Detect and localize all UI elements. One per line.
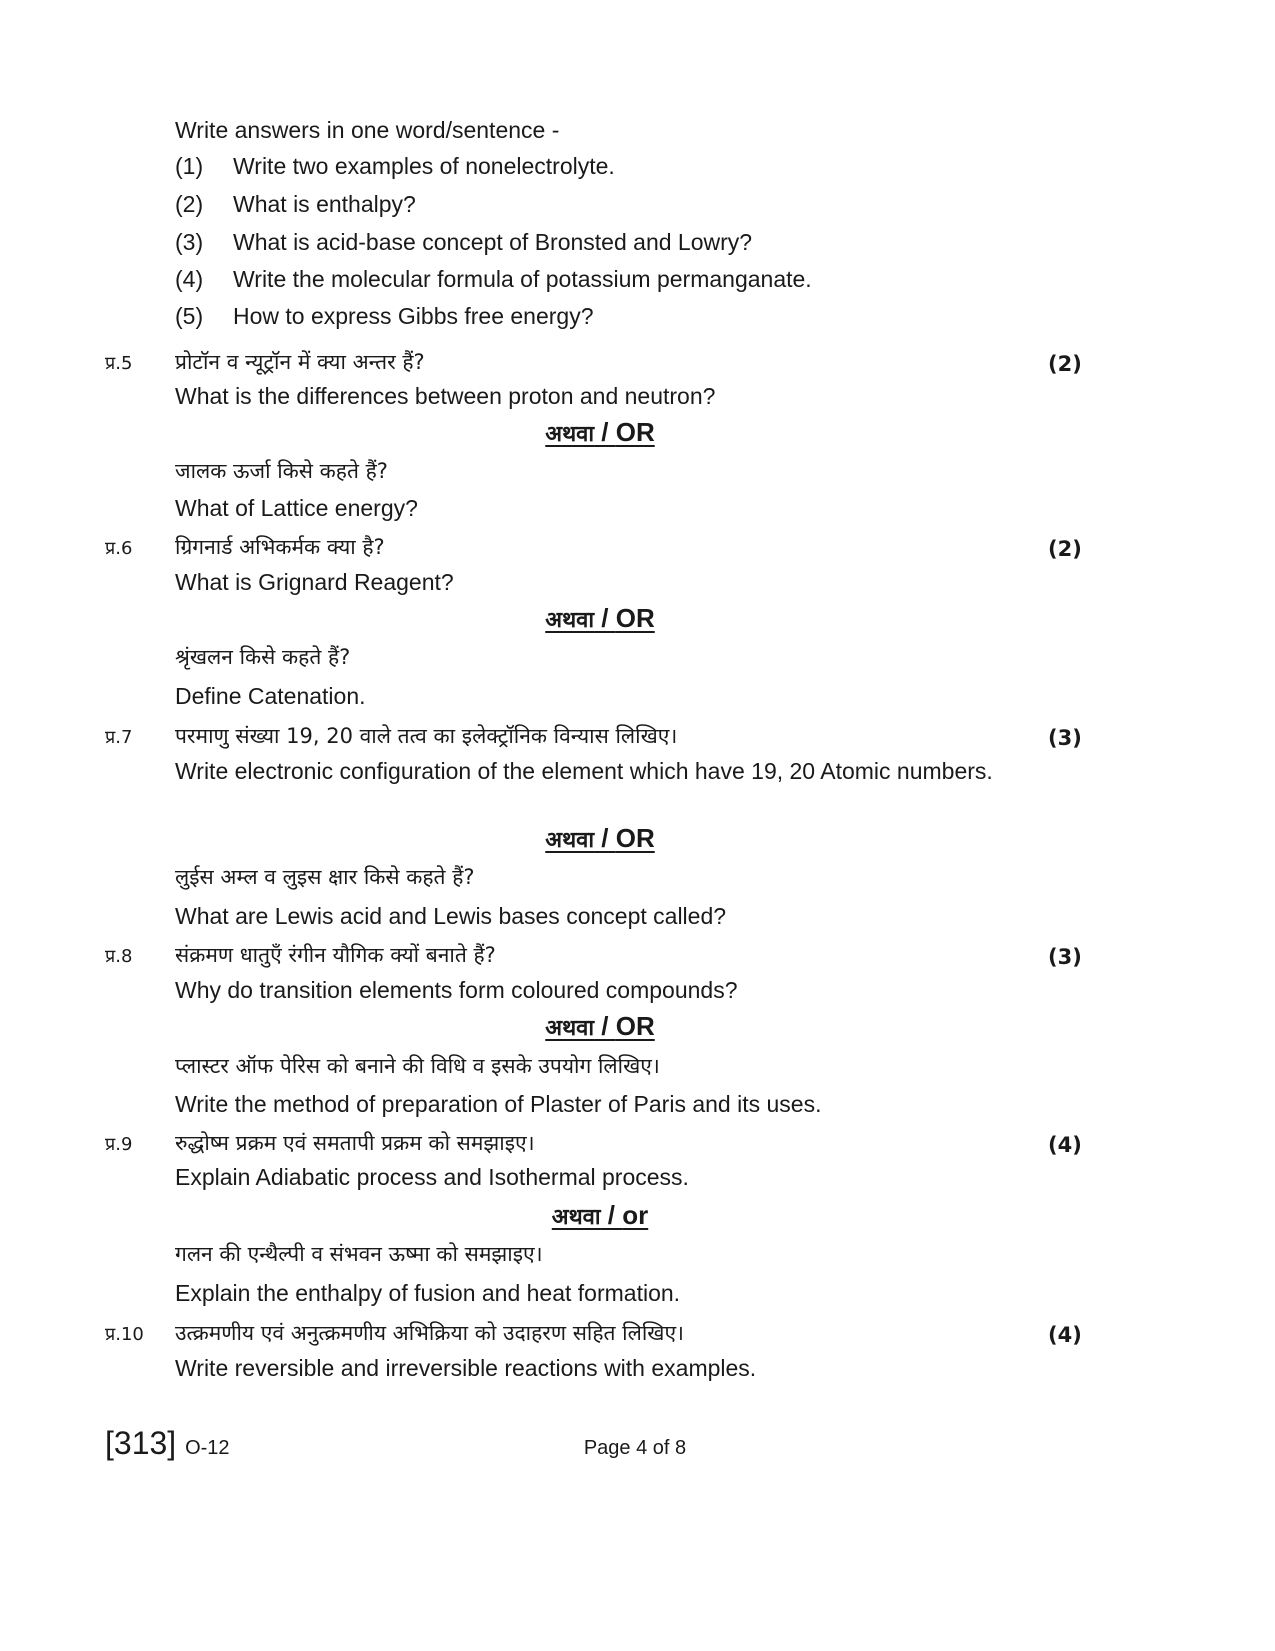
or-separator (0, 823, 1200, 856)
or-label: OR (615, 603, 655, 633)
paper-code-number: [313] (105, 1425, 177, 1461)
alternative-hindi: गलन की एन्थैल्पी व संभवन ऊष्मा को समझाइए। (175, 1242, 543, 1266)
or-hindi: अथवा (545, 1016, 595, 1041)
paper-set: O-12 (185, 1437, 230, 1459)
alternative-hindi: जालक ऊर्जा किसे कहते हैं? (175, 459, 388, 483)
question-number: प्र.7 (105, 727, 133, 748)
intro-item-text: How to express Gibbs free energy? (233, 303, 594, 329)
intro-item-text: What is enthalpy? (233, 191, 416, 217)
or-slash: / (594, 417, 616, 447)
question-marks: (4) (1048, 1323, 1082, 1347)
intro-item-number: (3) (175, 229, 204, 255)
alternative-hindi: श्रृंखलन किसे कहते हैं? (175, 645, 351, 669)
intro-item-number: (1) (175, 153, 204, 179)
intro-item-number: (4) (175, 266, 204, 292)
question-english: Write reversible and irreversible reactions with examples. (175, 1355, 757, 1381)
question-marks: (3) (1048, 726, 1082, 750)
question-hindi: प्रोटॉन व न्यूट्रॉन में क्या अन्तर हैं? (175, 350, 425, 374)
or-slash: / (594, 823, 616, 853)
alternative-english: What are Lewis acid and Lewis bases concept called? (175, 903, 727, 929)
question-english: Write electronic configuration of the element which have 19, 20 Atomic numbers. (175, 758, 993, 784)
question-hindi: परमाणु संख्या 19, 20 वाले तत्व का इलेक्ट्रॉनिक विन्यास लिखिए। (175, 724, 678, 748)
question-english: Why do transition elements form coloured compounds? (175, 977, 738, 1003)
alternative-english: Write the method of preparation of Plaster of Paris and its uses. (175, 1091, 822, 1117)
question-marks: (4) (1048, 1133, 1082, 1157)
alternative-english: What of Lattice energy? (175, 495, 418, 521)
question-number: प्र.5 (105, 353, 133, 374)
or-separator (0, 1011, 1200, 1044)
question-english: What is Grignard Reagent? (175, 569, 454, 595)
or-label: or (622, 1200, 649, 1230)
question-hindi: उत्क्रमणीय एवं अनुत्क्रमणीय अभिक्रिया को उदाहरण सहित लिखिए। (175, 1321, 685, 1345)
question-marks: (3) (1048, 945, 1082, 969)
question-number: प्र.8 (105, 946, 133, 967)
intro-item-text: Write two examples of nonelectrolyte. (233, 153, 615, 179)
intro-item-text: What is acid-base concept of Bronsted and Lowry? (233, 229, 753, 255)
question-hindi: संक्रमण धातुएँ रंगीन यौगिक क्यों बनाते हैं? (175, 943, 496, 967)
intro-item-text: Write the molecular formula of potassium permanganate. (233, 266, 812, 292)
or-label: OR (615, 417, 655, 447)
alternative-hindi: लुईस अम्ल व लुइस क्षार किसे कहते हैं? (175, 865, 475, 889)
or-slash: / (594, 1011, 616, 1041)
question-number: प्र.6 (105, 538, 133, 559)
or-hindi: अथवा (545, 422, 595, 447)
or-hindi: अथवा (551, 1205, 601, 1230)
intro-item-number: (2) (175, 191, 204, 217)
or-slash: / (594, 603, 616, 633)
intro-item-number: (5) (175, 303, 204, 329)
alternative-english: Define Catenation. (175, 683, 366, 709)
or-separator (0, 417, 1200, 450)
alternative-hindi: प्लास्टर ऑफ पेरिस को बनाने की विधि व इसके उपयोग लिखिए। (175, 1054, 660, 1078)
question-marks: (2) (1048, 537, 1082, 561)
alternative-english: Explain the enthalpy of fusion and heat formation. (175, 1280, 681, 1306)
or-label: OR (615, 823, 655, 853)
question-english: What is the differences between proton and neutron? (175, 383, 716, 409)
page-number: Page 4 of 8 (583, 1437, 687, 1459)
intro-heading: Write answers in one word/sentence - (175, 117, 560, 143)
or-separator (0, 1200, 1200, 1233)
question-hindi: ग्रिगनार्ड अभिकर्मक क्या है? (175, 535, 385, 559)
or-hindi: अथवा (545, 608, 595, 633)
question-marks: (2) (1048, 352, 1082, 376)
question-hindi: रुद्धोष्म प्रक्रम एवं समतापी प्रक्रम को समझाइए। (175, 1131, 535, 1155)
or-separator (0, 603, 1200, 636)
question-number: प्र.10 (105, 1324, 144, 1345)
question-number: प्र.9 (105, 1134, 133, 1155)
or-hindi: अथवा (545, 828, 595, 853)
question-english: Explain Adiabatic process and Isothermal process. (175, 1164, 689, 1190)
or-slash: / (600, 1200, 623, 1230)
or-label: OR (615, 1011, 655, 1041)
